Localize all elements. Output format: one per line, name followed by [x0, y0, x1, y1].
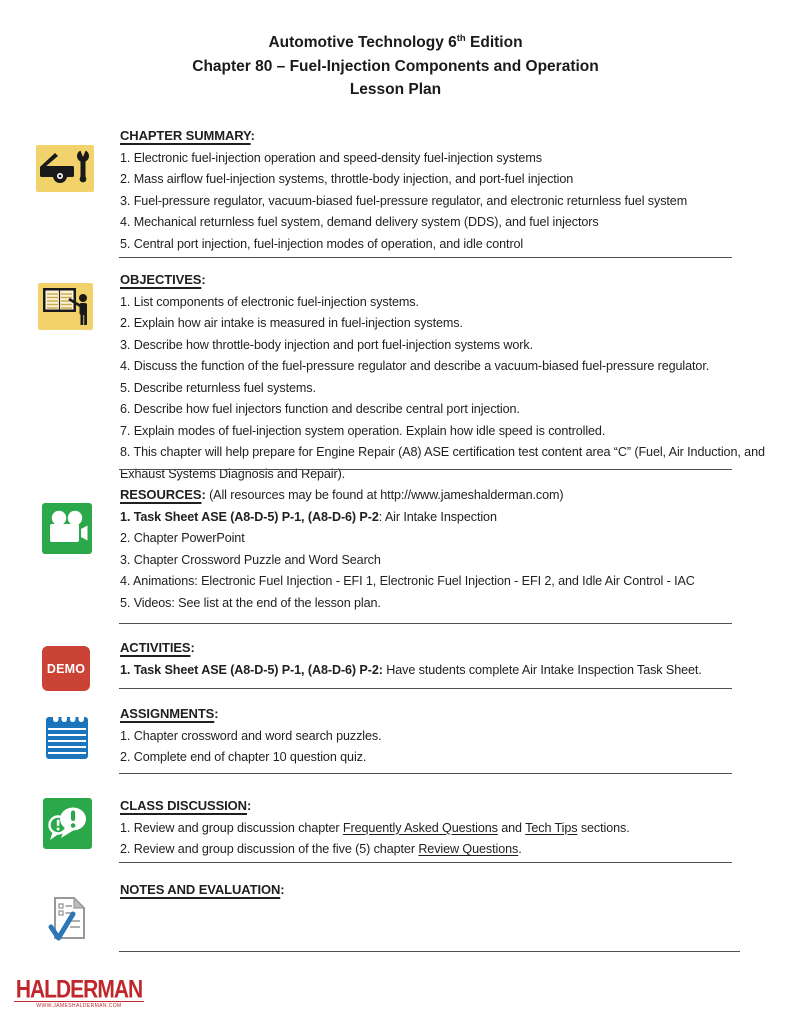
title-line-2: Chapter 80 – Fuel-Injection Components and Operation [192, 57, 599, 75]
section-divider [119, 469, 732, 470]
list-item: 3. Fuel-pressure regulator, vacuum-biased fuel-pressure regulator, and electronic returnless fuel system [120, 193, 688, 208]
list-item: 5. Central port injection, fuel-injection modes of operation, and idle control [120, 236, 524, 251]
section-chapter-summary [120, 125, 768, 255]
activities-list [120, 660, 768, 682]
list-item: 3. Describe how throttle-body injection and port fuel-injection systems work. [120, 337, 533, 352]
assignments-list [120, 726, 768, 769]
list-item: 4. Mechanical returnless fuel system, demand delivery system (DDS), and fuel injectors [120, 215, 599, 229]
title-line-1: Automotive Technology 6th Edition [268, 33, 523, 52]
car-repair-icon [36, 145, 94, 197]
instructor-presentation-icon [38, 283, 93, 335]
section-objectives [120, 269, 768, 485]
review-questions-link-text: Review Questions [418, 842, 519, 856]
resources-note: (All resources may be found at http://www.jameshalderman.com) [205, 488, 564, 502]
list-item: 2. Explain how air intake is measured in fuel-injection systems. [120, 316, 463, 330]
chapter-summary-heading: CHAPTER SUMMARY: [120, 128, 255, 143]
section-notes-evaluation [120, 879, 768, 902]
list-item: 8. This chapter will help prepare for Engine Repair (A8) ASE certification test content area “C” (Fuel, Air Induction, and Exhaust Systems Diagnosis and Repair). [120, 445, 765, 481]
notes-evaluation-heading: NOTES AND EVALUATION: [120, 882, 285, 897]
halderman-logo-text: HALDERMAN [15, 975, 143, 1004]
list-item: 3. Chapter Crossword Puzzle and Word Search [120, 552, 381, 567]
list-item: 5. Videos: See list at the end of the lesson plan. [120, 595, 381, 610]
list-item: 2. Chapter PowerPoint [120, 531, 245, 545]
discussion-icon [43, 797, 92, 855]
section-class-discussion [120, 795, 768, 861]
demo-stamp-icon [42, 646, 90, 691]
demo-stamp-label: DEMO [46, 661, 86, 676]
assignments-heading: ASSIGNMENTS: [120, 706, 219, 721]
halderman-logo-url: WWW.JAMESHALDERMAN.COM [14, 1001, 144, 1009]
section-divider [119, 862, 732, 863]
list-item: 4. Discuss the function of the fuel-pressure regulator and describe a vacuum-biased fuel-pressure regulator. [120, 359, 710, 373]
notepad-icon [44, 710, 90, 766]
title-superscript: th [456, 33, 466, 44]
list-item: 2. Mass airflow fuel-injection systems, throttle-body injection, and port-fuel injection [120, 172, 574, 186]
chapter-summary-list [120, 148, 768, 256]
section-activities [120, 637, 768, 681]
activities-heading: ACTIVITIES: [120, 640, 195, 655]
section-divider [119, 257, 732, 258]
list-item: 1. List components of electronic fuel-injection systems. [120, 294, 419, 309]
list-item: 1. Chapter crossword and word search puzzles. [120, 728, 382, 743]
section-divider [119, 688, 732, 689]
list-item: 1. Review and group discussion chapter Frequently Asked Questions and Tech Tips sections. [120, 820, 630, 835]
faq-link-text: Frequently Asked Questions [342, 820, 498, 835]
tech-tips-link-text: Tech Tips [525, 820, 578, 835]
list-item: 7. Explain modes of fuel-injection system operation. Explain how idle speed is controlled. [120, 423, 606, 438]
evaluation-document-icon [46, 891, 90, 952]
list-item: 1. Task Sheet ASE (A8-D-5) P-1, (A8-D-6) P-2: Have students complete Air Intake Inspection Task Sheet. [120, 662, 702, 677]
list-item: 2. Complete end of chapter 10 question quiz. [120, 750, 367, 764]
list-item: 1. Task Sheet ASE (A8-D-5) P-1, (A8-D-6) P-2: Air Intake Inspection [120, 509, 497, 524]
halderman-logo [14, 977, 144, 1009]
list-item: 6. Describe how fuel injectors function and describe central port injection. [120, 402, 520, 416]
video-camera-icon [42, 502, 92, 560]
list-item: 2. Review and group discussion of the five (5) chapter Review Questions. [120, 842, 522, 856]
resources-heading: RESOURCES: (All resources may be found at http://www.jameshalderman.com) [120, 487, 564, 502]
class-discussion-heading: CLASS DISCUSSION: [120, 798, 252, 813]
list-item: 1. Electronic fuel-injection operation and speed-density fuel-injection systems [120, 150, 542, 165]
class-discussion-list [120, 818, 768, 861]
section-divider [119, 623, 732, 624]
title-line-3: Lesson Plan [349, 81, 442, 99]
section-resources [120, 484, 768, 614]
section-assignments [120, 703, 768, 769]
list-item: 5. Describe returnless fuel systems. [120, 380, 316, 395]
document-title [0, 27, 791, 102]
list-item: 4. Animations: Electronic Fuel Injection - EFI 1, Electronic Fuel Injection - EFI 2, and Idle Air Control - IAC [120, 574, 695, 588]
notes-write-in-line [119, 951, 740, 952]
resources-list [120, 507, 768, 615]
section-divider [119, 773, 732, 774]
objectives-heading: OBJECTIVES: [120, 272, 206, 287]
objectives-list [120, 292, 768, 486]
